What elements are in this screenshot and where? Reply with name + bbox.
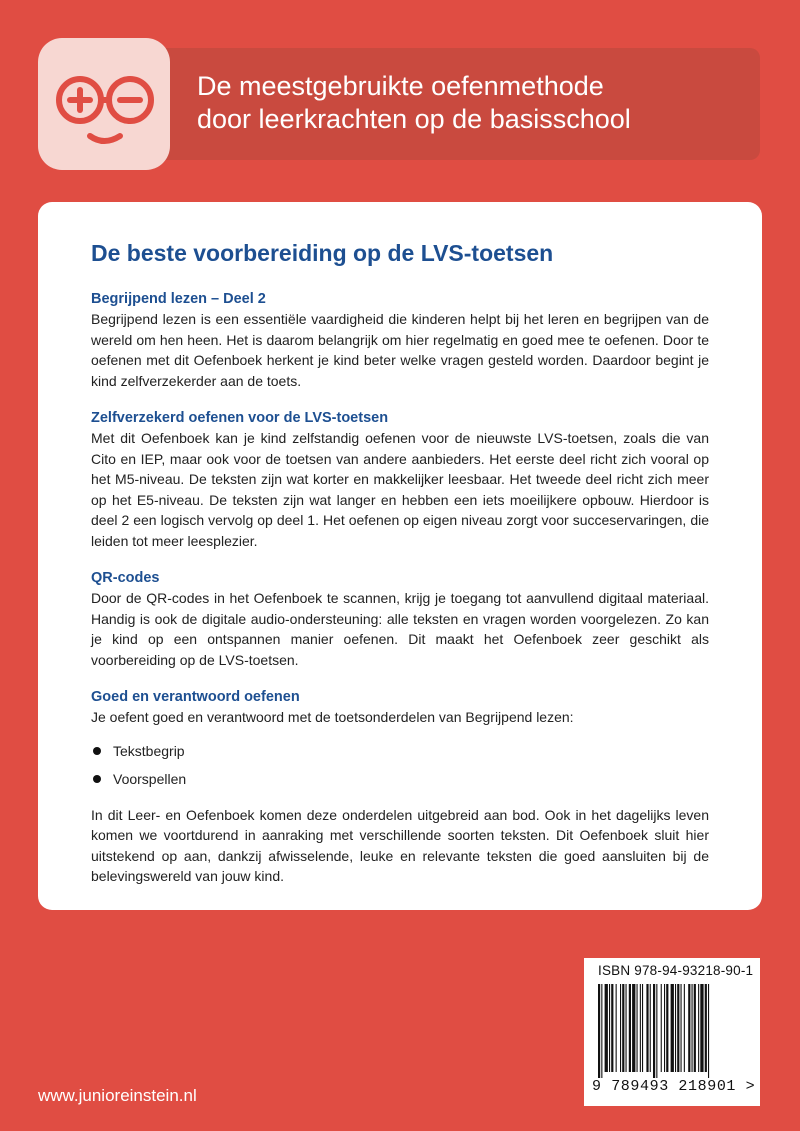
slogan-line-2: door leerkrachten op de basisschool xyxy=(197,104,631,134)
plus-minus-smiley-icon xyxy=(38,38,170,170)
barcode-bar xyxy=(656,984,657,1078)
barcode-bar xyxy=(664,984,665,1072)
barcode-bar xyxy=(700,984,703,1072)
barcode-bar xyxy=(708,984,709,1078)
barcode-bar xyxy=(698,984,699,1072)
barcode-bar xyxy=(684,984,685,1072)
section-zelfverzekerd xyxy=(91,408,709,551)
barcode-bar xyxy=(692,984,693,1072)
bullet-icon xyxy=(93,747,101,755)
barcode-digits: 9 789493 218901 > xyxy=(592,1078,756,1095)
section-text: Je oefent goed en verantwoord met de toetsonderdelen van Begrijpend lezen: xyxy=(91,709,574,725)
barcode-bar xyxy=(601,984,602,1078)
section-heading: Begrijpend lezen – Deel 2 xyxy=(91,291,266,307)
barcode-bar xyxy=(640,984,641,1072)
section-goed-en-verantwoord xyxy=(91,687,709,887)
bullet-icon xyxy=(93,775,101,783)
section-heading: Zelfverzekerd oefenen voor de LVS-toetsen xyxy=(91,410,389,426)
barcode-bar xyxy=(646,984,648,1072)
barcode-bar xyxy=(650,984,651,1072)
barcode-bar xyxy=(661,984,662,1072)
slogan-text xyxy=(197,70,757,136)
barcode xyxy=(584,958,760,1106)
barcode-bar xyxy=(705,984,707,1072)
section-qr-codes xyxy=(91,568,709,670)
section-text: Met dit Oefenboek kan je kind zelfstandig oefenen voor de nieuwste LVS-toetsen, zoals die van Cito en IEP, maar ook voor de toetsen van andere aanbieders. Het eerste deel richt zich vooral op het M5-niveau. De teksten zijn wat korter en makkelijker leesbaar. Het tweede deel richt zich meer op het E5-niveau. De teksten zijn wat langer en hebben een iets moeilijkere opbouw. Hierdoor is deel 2 een logisch vervolg op deel 1. Het oefenen op eigen niveau zorgt voor succeservaringen, die leiden tot meer leesplezier. xyxy=(91,430,709,549)
barcode-bar xyxy=(611,984,613,1072)
list-item xyxy=(91,769,709,789)
barcode-bar xyxy=(616,984,617,1072)
list-item-label: Voorspellen xyxy=(113,770,187,787)
skill-list xyxy=(91,741,709,789)
list-item-label: Tekstbegrip xyxy=(113,742,185,759)
barcode-bar xyxy=(642,984,643,1072)
section-heading: Goed en verantwoord oefenen xyxy=(91,689,300,705)
website-link[interactable]: www.junioreinstein.nl xyxy=(38,1086,197,1105)
section-heading: QR-codes xyxy=(91,570,160,586)
section-begrijpend-lezen xyxy=(91,289,709,391)
barcode-bars-icon xyxy=(592,984,752,1078)
list-item xyxy=(91,741,709,761)
isbn-number: ISBN 978-94-93218-90-1 xyxy=(598,963,754,978)
barcode-bar xyxy=(666,984,668,1072)
section-text: Door de QR-codes in het Oefenboek te scannen, krijg je toegang tot aanvullend digitaal materiaal. Handig is ook de digitale audio-ondersteuning: alle teksten en vragen worden voorgelezen. Zo kan je kind op een ontspannen manier oefenen. Dit maakt het Oefenboek zeer geschikt als voorbereiding op de LVS-toetsen. xyxy=(91,590,709,668)
barcode-bar xyxy=(609,984,610,1072)
barcode-bar xyxy=(620,984,621,1072)
logo xyxy=(38,38,170,170)
barcode-bar xyxy=(629,984,631,1072)
barcode-bar xyxy=(671,984,674,1072)
barcode-bar xyxy=(622,984,624,1072)
closing-text: In dit Leer- en Oefenboek komen deze onderdelen uitgebreid aan bod. Ook in het dagelijks leven komen we voortdurend in aanraking met verschillende soorten teksten. Dit Oefenboek sluit hier uitstekend op aan, dankzij afwisselende, leuke en relevante teksten die goed aansluiten bij de belevingswereld van jouw kind. xyxy=(91,806,709,884)
slogan-line-1: De meestgebruikte oefenmethode xyxy=(197,71,604,101)
barcode-bar xyxy=(598,984,600,1078)
barcode-bar xyxy=(675,984,676,1072)
barcode-bar xyxy=(681,984,682,1072)
barcode-bar xyxy=(653,984,655,1078)
barcode-bar xyxy=(626,984,627,1072)
barcode-bar xyxy=(632,984,635,1072)
barcode-bar xyxy=(694,984,696,1072)
barcode-bar xyxy=(677,984,679,1072)
section-text: Begrijpend lezen is een essentiële vaardigheid die kinderen helpt bij het leren en begrijpen van de wereld om hen heen. Het is daarom belangrijk om hier regelmatig en goed mee te oefenen. Door te oefenen met dit Oefenboek herkent je kind beter welke vragen gesteld worden. Daardoor begint je kind zelfverzekerder aan de toets. xyxy=(91,311,709,389)
content-card xyxy=(38,202,762,910)
barcode-bar xyxy=(605,984,608,1072)
card-title: De beste voorbereiding op de LVS-toetsen xyxy=(91,240,554,266)
barcode-bar xyxy=(688,984,690,1072)
barcode-bar xyxy=(637,984,638,1072)
